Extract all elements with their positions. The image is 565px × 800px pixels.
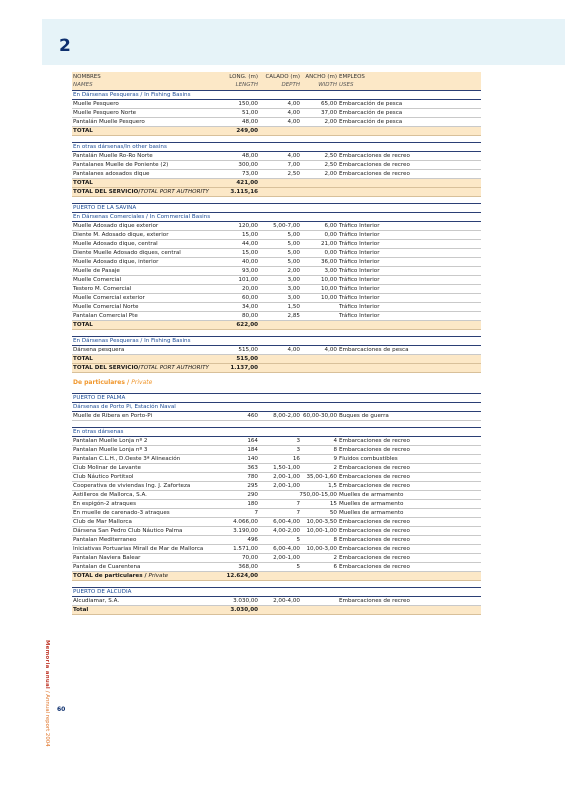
cell-depth: 1,50-1,00 [273,465,300,471]
total-row [72,355,481,364]
cell-depth: 16 [292,456,300,462]
cell-name: En Dársenas Pesqueras / In Fishing Basins [73,92,191,98]
cell-name: PUERTO DE LA SAVINA [73,205,137,211]
cell-use: Tráfico Interior [339,241,380,247]
cell-length: 3.190,00 [233,528,258,534]
cell-name: Pantalán Muelle Pesquero [73,119,145,125]
cell-depth: 3,00 [287,277,300,283]
chapter-number: 2 [59,36,71,56]
table-row [72,527,481,536]
cell-name: Club Náutico Portitxol [73,474,134,480]
cell-name: Muelle Adosado dique, interior [73,259,159,265]
table-row [72,267,481,276]
table-row [72,249,481,258]
cell-width: 8 [333,537,337,543]
cell-name: Pantalan Mediterraneo [73,537,137,543]
cell-width: 0,00 [324,232,337,238]
cell-depth: 6,00-4,00 [273,546,300,552]
cell-length: 460 [247,413,258,419]
cell-width: 4,00 [324,347,337,353]
cell-depth: 5,00 [287,232,300,238]
cell-width: 6,00 [324,223,337,229]
cell-depth: 3 [296,438,300,444]
cell-width: 10,00-3,00 [306,546,337,552]
cell-name: Testero M. Comercial [73,286,132,292]
cell-length: 12.624,00 [226,573,258,579]
cell-name: Diente M. Adosado dique, exterior [73,232,169,238]
cell-name: Club Molinar de Levante [73,465,141,471]
cell-name-italic: TOTAL PORT AUTHORITY [140,365,209,371]
side-subtitle: / Annual report 2004 [44,689,50,747]
cell-use: Muelles de armamento [339,501,404,507]
table-row [72,500,481,509]
header-length-en: LENGTH [235,81,258,88]
table-row [72,109,481,118]
cell-name: Muelle de Ribera en Porto-Pi [73,413,153,419]
header-length: LONG. (m) [229,74,258,80]
cell-length: 164 [247,438,258,444]
cell-length: 180 [247,501,258,507]
cell-name: Pantalán Muelle Ro-Ro Norte [73,153,153,159]
cell-width: 2,00 [324,171,337,177]
cell-length: 7 [254,510,258,516]
table-row [72,161,481,170]
cell-use: Tráfico Interior [339,232,380,238]
cell-depth: 4,00 [287,110,300,116]
cell-use: Tráfico Interior [339,250,380,256]
table-row [72,473,481,482]
cell-width: 50 [329,510,337,516]
cell-name: Pantalan Muelle Lonja nº 3 [73,447,148,453]
cell-use: Tráfico Interior [339,277,380,283]
cell-length: 48,00 [241,153,258,159]
cell-length: 73,00 [241,171,258,177]
cell-name: Muelle de Pasaje [73,268,120,274]
cell-length: 515,00 [238,347,258,353]
cell-name: Pantalan Muelle Lonja nº 2 [73,438,148,444]
cell-depth: 7 [296,510,300,516]
cell-name: Pantalan C.L.H., D.Oeste 3ª Alineación [73,456,181,462]
cell-name: Muelle Adosado dique, central [73,241,158,247]
section-heading [72,213,481,222]
cell-name: TOTAL [73,180,93,186]
cell-length: 496 [247,537,258,543]
cell-name: Total [73,607,89,613]
cell-depth: 4,00-2,00 [273,528,300,534]
total-row [72,179,481,188]
cell-use: Embarcaciones de recreo [339,483,410,489]
cell-use: Embarcación de pesca [339,110,403,116]
cell-width: 2 [333,465,337,471]
table-row [72,518,481,527]
header-name: NOMBRES [73,74,101,80]
cell-name: En muelle de carenado-3 atraques [73,510,170,516]
table-row [72,303,481,312]
cell-use: Embarcaciones de recreo [339,447,410,453]
cell-depth: 4,00 [287,119,300,125]
cell-use: Embarcaciones de recreo [339,465,410,471]
cell-name-text: De particulares / [73,379,132,386]
cell-length: 120,00 [238,223,258,229]
cell-name: Muelle Pesquero Norte [73,110,137,116]
cell-use: Embarcaciones de recreo [339,537,410,543]
cell-name-text: TOTAL de particulares / [73,573,149,579]
cell-length: 93,00 [241,268,258,274]
cell-depth: 5,00-7,00 [273,223,300,229]
cell-length: 48,00 [241,119,258,125]
cell-length: 1.571,00 [233,546,258,552]
cell-use: Embarcaciones de recreo [339,546,410,552]
cell-length: 60,00 [241,295,258,301]
section-heading [72,587,481,597]
cell-length: 290 [247,492,258,498]
cell-depth: 4,00 [287,153,300,159]
cell-depth: 4,00 [287,347,300,353]
cell-width: 10,00-3,50 [306,519,337,525]
cell-use: Embarcaciones de recreo [339,474,410,480]
cell-name: Club de Mar Mallorca [73,519,132,525]
cell-depth: 5 [296,564,300,570]
cell-width: 3,00 [324,268,337,274]
header-use-en: USES [339,81,354,88]
cell-use: Tráfico Interior [339,313,380,319]
cell-use: Embarcaciones de recreo [339,519,410,525]
table-row [72,152,481,161]
table-row [72,285,481,294]
cell-depth: 2,00-1,00 [273,555,300,561]
table-row [72,412,481,421]
table-row [72,240,481,249]
cell-name: Dársena pesquera [73,347,125,353]
cell-depth: 2,00-1,00 [273,474,300,480]
cell-length: 249,00 [236,128,258,134]
table-row [72,545,481,554]
cell-length: 363 [247,465,258,471]
side-title: Memoria anual [44,640,50,690]
table-row [72,258,481,267]
total-row [72,572,481,581]
cell-width: 65,00 [320,101,337,107]
cell-width: 21,00 [320,241,337,247]
cell-name: En Dársenas Comerciales / In Commercial Basins [73,214,211,220]
cell-name: PUERTO DE PALMA [73,395,126,401]
cell-name: Muelle Adosado dique exterior [73,223,159,229]
cell-length: 421,00 [236,180,258,186]
cell-name: Iniciativas Portuarias Mirall de Mar de Mallorca [73,546,204,552]
cell-depth: 2,50 [287,171,300,177]
section-heading [72,142,481,152]
cell-depth: 2,00-4,00 [273,598,300,604]
cell-length: 295 [247,483,258,489]
table-body [72,91,481,615]
cell-width: 35,00-1,60 [306,474,337,480]
cell-length: 70,00 [241,555,258,561]
cell-use: Embarcaciones de recreo [339,162,410,168]
cell-name: Muelle Comercial [73,277,122,283]
cell-depth: 3,00 [287,295,300,301]
cell-depth: 5,00 [287,241,300,247]
table-row [72,597,481,606]
cell-use: Muelles de armamento [339,492,404,498]
cell-depth: 7 [296,501,300,507]
berths-table [72,72,481,615]
cell-name: Dársena San Pedro Club Náutico Palma [73,528,183,534]
cell-width: 0,00 [324,250,337,256]
cell-depth: 6,00-4,00 [273,519,300,525]
cell-use: Embarcaciones de recreo [339,153,410,159]
header-depth: CALADO (m) [265,74,300,80]
table-row [72,554,481,563]
cell-use: Embarcaciones de recreo [339,555,410,561]
cell-name [73,364,209,372]
cell-width: 4 [333,438,337,444]
table-row [72,276,481,285]
header-width: ANCHO (m) [305,74,337,80]
cell-length: 34,00 [241,304,258,310]
cell-width: 37,00 [320,110,337,116]
cell-length: 3.030,00 [230,607,258,613]
section-heading [72,403,481,412]
header-name-en: NAMES [73,81,93,88]
cell-name: Pantalanes adosados dique [73,171,150,177]
table-row [72,563,481,572]
cell-width: 10,00-1,00 [306,528,337,534]
cell-name: En espigón-2 atraques [73,501,136,507]
cell-width: 10,00 [320,286,337,292]
cell-width: 15 [329,501,337,507]
top-banner [42,19,565,65]
table-header [72,72,481,91]
section-heading [72,91,481,100]
cell-use: Buques de guerra [339,413,389,419]
section-heading [72,336,481,346]
cell-use: Embarcaciones de recreo [339,171,410,177]
cell-depth: 8,00-2,00 [273,413,300,419]
cell-depth: 2,00-1,00 [273,483,300,489]
cell-use: Embarcación de pesca [339,101,403,107]
cell-name: Pantalan Naviera Balear [73,555,141,561]
section-heading [72,393,481,403]
cell-width: 36,00 [320,259,337,265]
cell-depth: 7,00 [287,162,300,168]
table-row [72,170,481,179]
cell-depth: 2,85 [287,313,300,319]
cell-use: Tráfico Interior [339,304,380,310]
cell-use: Embarcaciones de pesca [339,347,409,353]
cell-depth: 5,00 [287,250,300,256]
cell-length: 150,00 [238,101,258,107]
cell-name: TOTAL [73,322,93,328]
cell-name: Pantalan de Cuarentena [73,564,141,570]
cell-width: 8 [333,447,337,453]
table-row [72,482,481,491]
table-row [72,491,481,500]
cell-use: Embarcaciones de recreo [339,598,410,604]
total-row [72,127,481,136]
cell-length: 184 [247,447,258,453]
table-row [72,294,481,303]
cell-length: 4.066,00 [233,519,258,525]
cell-use: Tráfico Interior [339,223,380,229]
cell-length: 780 [247,474,258,480]
cell-length: 1.137,00 [230,365,258,371]
cell-depth: 3,00 [287,286,300,292]
cell-use: Embarcaciones de recreo [339,564,410,570]
cell-length: 300,00 [238,162,258,168]
page-number: 60 [57,706,66,713]
cell-depth: 2,00 [287,268,300,274]
cell-name: En otras dársenas/In other basins [73,144,167,150]
cell-width: 10,00 [320,295,337,301]
cell-name: Astilleros de Mallorca, S.A. [73,492,147,498]
cell-length: 3.115,16 [230,189,258,195]
cell-name-italic: Private [148,573,169,579]
cell-use: Tráfico Interior [339,268,380,274]
cell-name: Muelle Pesquero [73,101,119,107]
cell-name [73,188,209,196]
cell-width: 1,5 [328,483,337,489]
cell-width: 10,00 [320,277,337,283]
cell-length: 101,00 [238,277,258,283]
cell-width: 60,00-30,00 [302,413,337,419]
side-running-title [44,640,50,747]
cell-name: Diente Muelle Adosado diques, central [73,250,181,256]
cell-name: En Dársenas Pesqueras / In Fishing Basins [73,338,191,344]
table-row [72,446,481,455]
table-row [72,437,481,446]
table-row [72,312,481,321]
cell-use: Muelles de armamento [339,510,404,516]
cell-length: 15,00 [241,250,258,256]
cell-width: 2,00 [324,119,337,125]
cell-name: TOTAL [73,356,93,362]
cell-length: 140 [247,456,258,462]
table-row [72,100,481,109]
table-row [72,509,481,518]
header-use: EMPLEOS [339,74,365,80]
cell-name: Cooperativa de viviendas Ing. J. Zaforteza [73,483,191,489]
total-row [72,321,481,330]
cell-length: 80,00 [241,313,258,319]
cell-length: 622,00 [236,322,258,328]
cell-use: Embarcaciones de recreo [339,438,410,444]
cell-depth: 5 [296,537,300,543]
cell-length: 3.030,00 [233,598,258,604]
cell-use: Embarcaciones de recreo [339,528,410,534]
table-row [72,222,481,231]
table-row [72,536,481,545]
cell-length: 15,00 [241,232,258,238]
cell-width: 750,00-15,00 [299,492,337,498]
table-row [72,118,481,127]
cell-name [73,572,168,580]
cell-depth: 1,50 [287,304,300,310]
section-heading [72,203,481,213]
cell-name: Pantalanes Muelle de Poniente (2) [73,162,169,168]
cell-depth: 4,00 [287,101,300,107]
cell-name: Muelle Comercial exterior [73,295,145,301]
total-row [72,606,481,615]
cell-depth: 5,00 [287,259,300,265]
header-depth-en: DEPTH [281,81,300,88]
cell-name: Alcudiamar, S.A. [73,598,120,604]
cell-use: Fluidos combustibles [339,456,398,462]
cell-length: 40,00 [241,259,258,265]
total-row [72,364,481,373]
table-row [72,346,481,355]
cell-name: Dársenas de Porto Pi, Estación Naval [73,404,176,410]
cell-name: En otras dársenas [73,429,124,435]
cell-width: 6 [333,564,337,570]
cell-name: TOTAL [73,128,93,134]
cell-name-text: TOTAL DEL SERVICIO/ [73,365,141,371]
cell-length: 20,00 [241,286,258,292]
cell-name-italic: TOTAL PORT AUTHORITY [140,189,209,195]
section-heading [72,427,481,437]
cell-use: Embarcación de pesca [339,119,403,125]
cell-width: 9 [333,456,337,462]
cell-name: Muelle Comercial Norte [73,304,139,310]
cell-name: PUERTO DE ALCUDIA [73,589,132,595]
cell-width: 2,50 [324,162,337,168]
cell-name-text: TOTAL DEL SERVICIO/ [73,189,141,195]
table-row [72,231,481,240]
header-width-en: WIDTH [318,81,337,88]
cell-width: 2 [333,555,337,561]
total-row [72,188,481,197]
private-heading [72,379,481,387]
cell-name [73,379,152,387]
cell-name: Pantalan Comercial Pte [73,313,138,319]
cell-depth: 3 [296,447,300,453]
cell-width: 2,50 [324,153,337,159]
cell-use: Tráfico Interior [339,286,380,292]
cell-use: Tráfico Interior [339,295,380,301]
cell-length: 51,00 [241,110,258,116]
cell-length: 368,00 [238,564,258,570]
table-row [72,464,481,473]
table-row [72,455,481,464]
cell-name-italic: Private [131,379,153,386]
cell-use: Tráfico Interior [339,259,380,265]
cell-length: 44,00 [241,241,258,247]
cell-length: 515,00 [236,356,258,362]
